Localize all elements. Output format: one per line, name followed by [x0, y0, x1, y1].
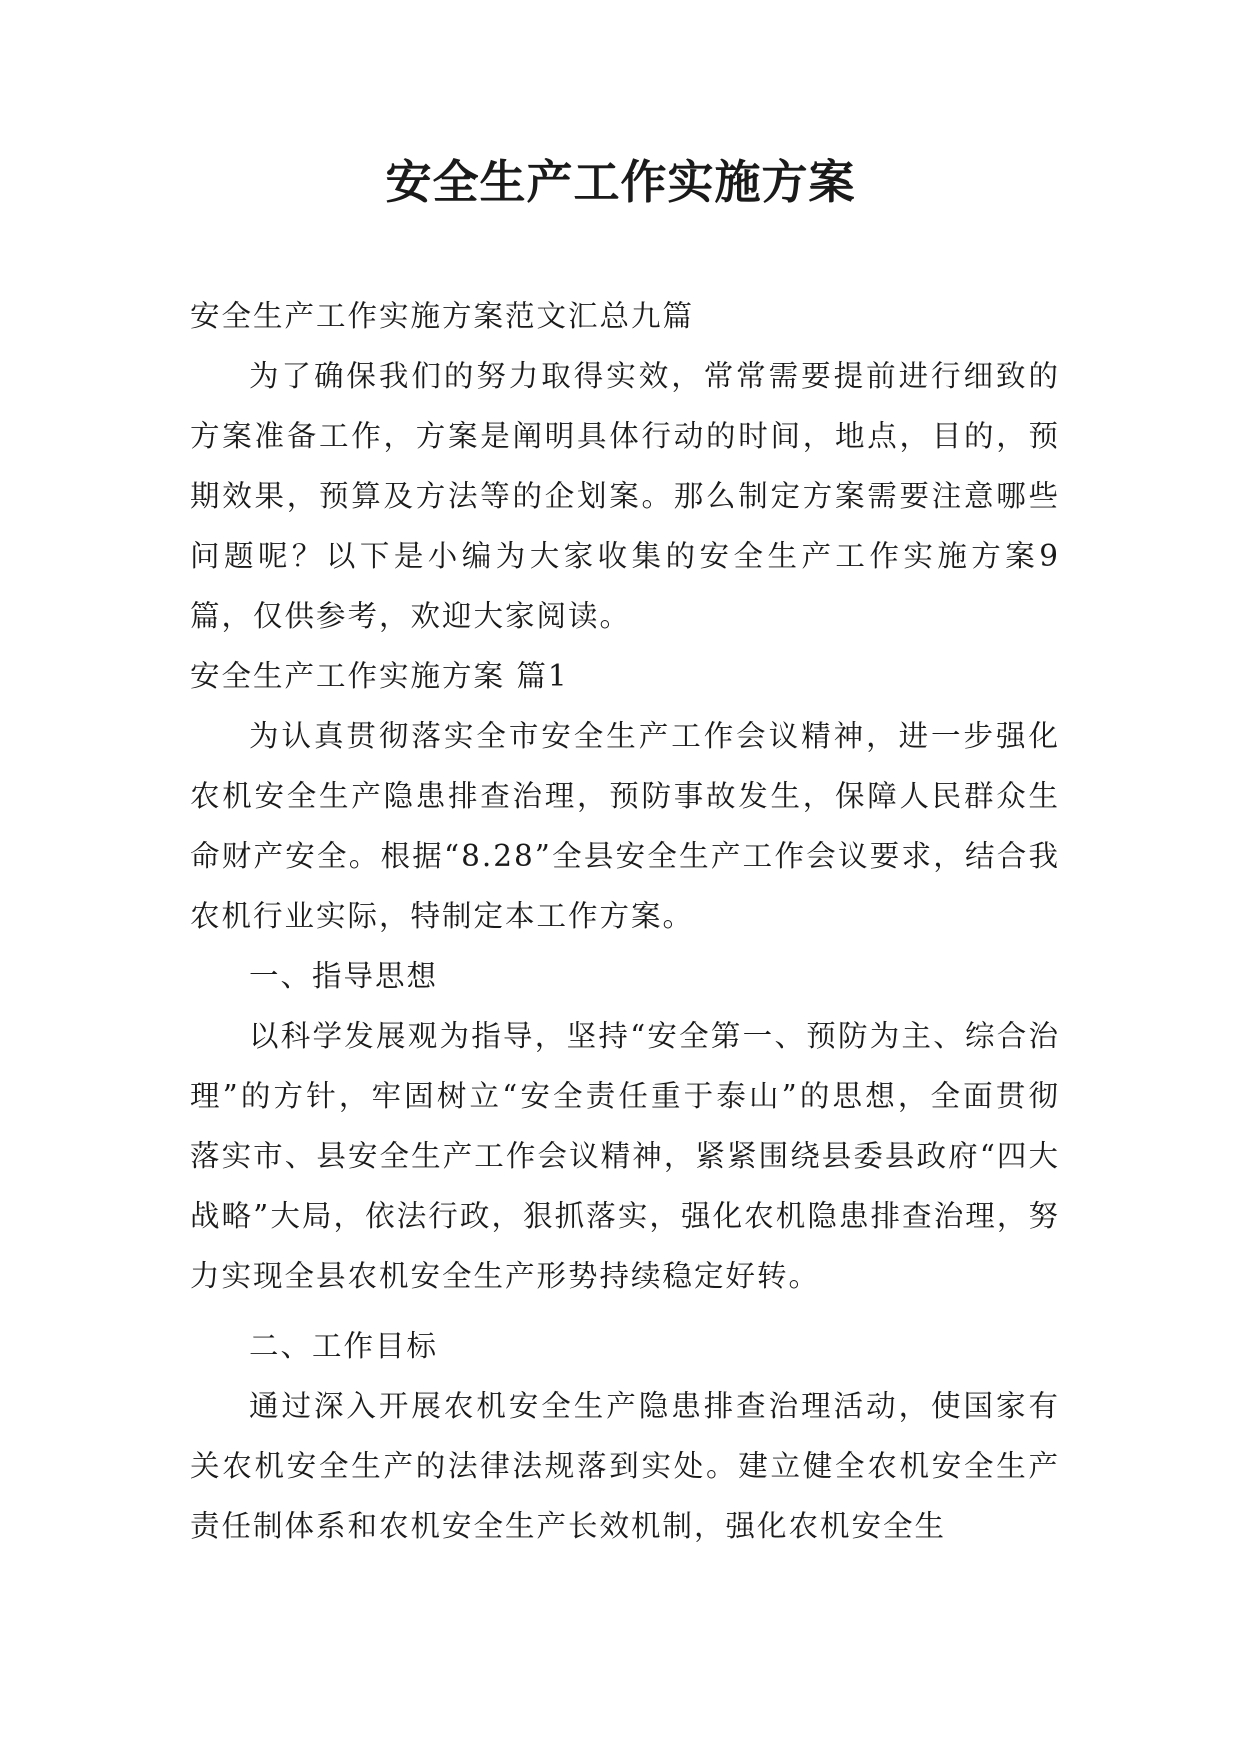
section-heading: 二、工作目标 [249, 1329, 439, 1363]
paragraph: 安全生产工作实施方案范文汇总九篇 [190, 299, 695, 333]
paragraph: 通过深入开展农机安全生产隐患排查治理活动，使国家有关农机安全生产的法律法规落到实处。建立健全农机安全生产责任制体系和农机安全生产长效机制，强化农机安全生 [190, 1389, 1060, 1543]
section-heading: 一、指导思想 [249, 959, 439, 993]
document-body [190, 286, 1060, 1556]
paragraph: 以科学发展观为指导，坚持“安全第一、预防为主、综合治理”的方针，牢固树立“安全责任重于泰山”的思想，全面贯彻落实市、县安全生产工作会议精神，紧紧围绕县委县政府“四大战略”大局，依法行政，狠抓落实，强化农机隐患排查治理，努力实现全县农机安全生产形势持续稳定好转。 [190, 1019, 1060, 1293]
paragraph: 为认真贯彻落实全市安全生产工作会议精神，进一步强化农机安全生产隐患排查治理，预防事故发生，保障人民群众生命财产安全。根据“8.28”全县安全生产工作会议要求，结合我农机行业实际，特制定本工作方案。 [190, 719, 1060, 933]
section-heading: 安全生产工作实施方案 篇1 [190, 659, 569, 693]
paragraph: 为了确保我们的努力取得实效，常常需要提前进行细致的方案准备工作，方案是阐明具体行动的时间，地点，目的，预期效果，预算及方法等的企划案。那么制定方案需要注意哪些问题呢？以下是小编为大家收集的安全生产工作实施方案9篇，仅供参考，欢迎大家阅读。 [190, 359, 1060, 633]
document-title: 安全生产工作实施方案 [385, 155, 856, 209]
